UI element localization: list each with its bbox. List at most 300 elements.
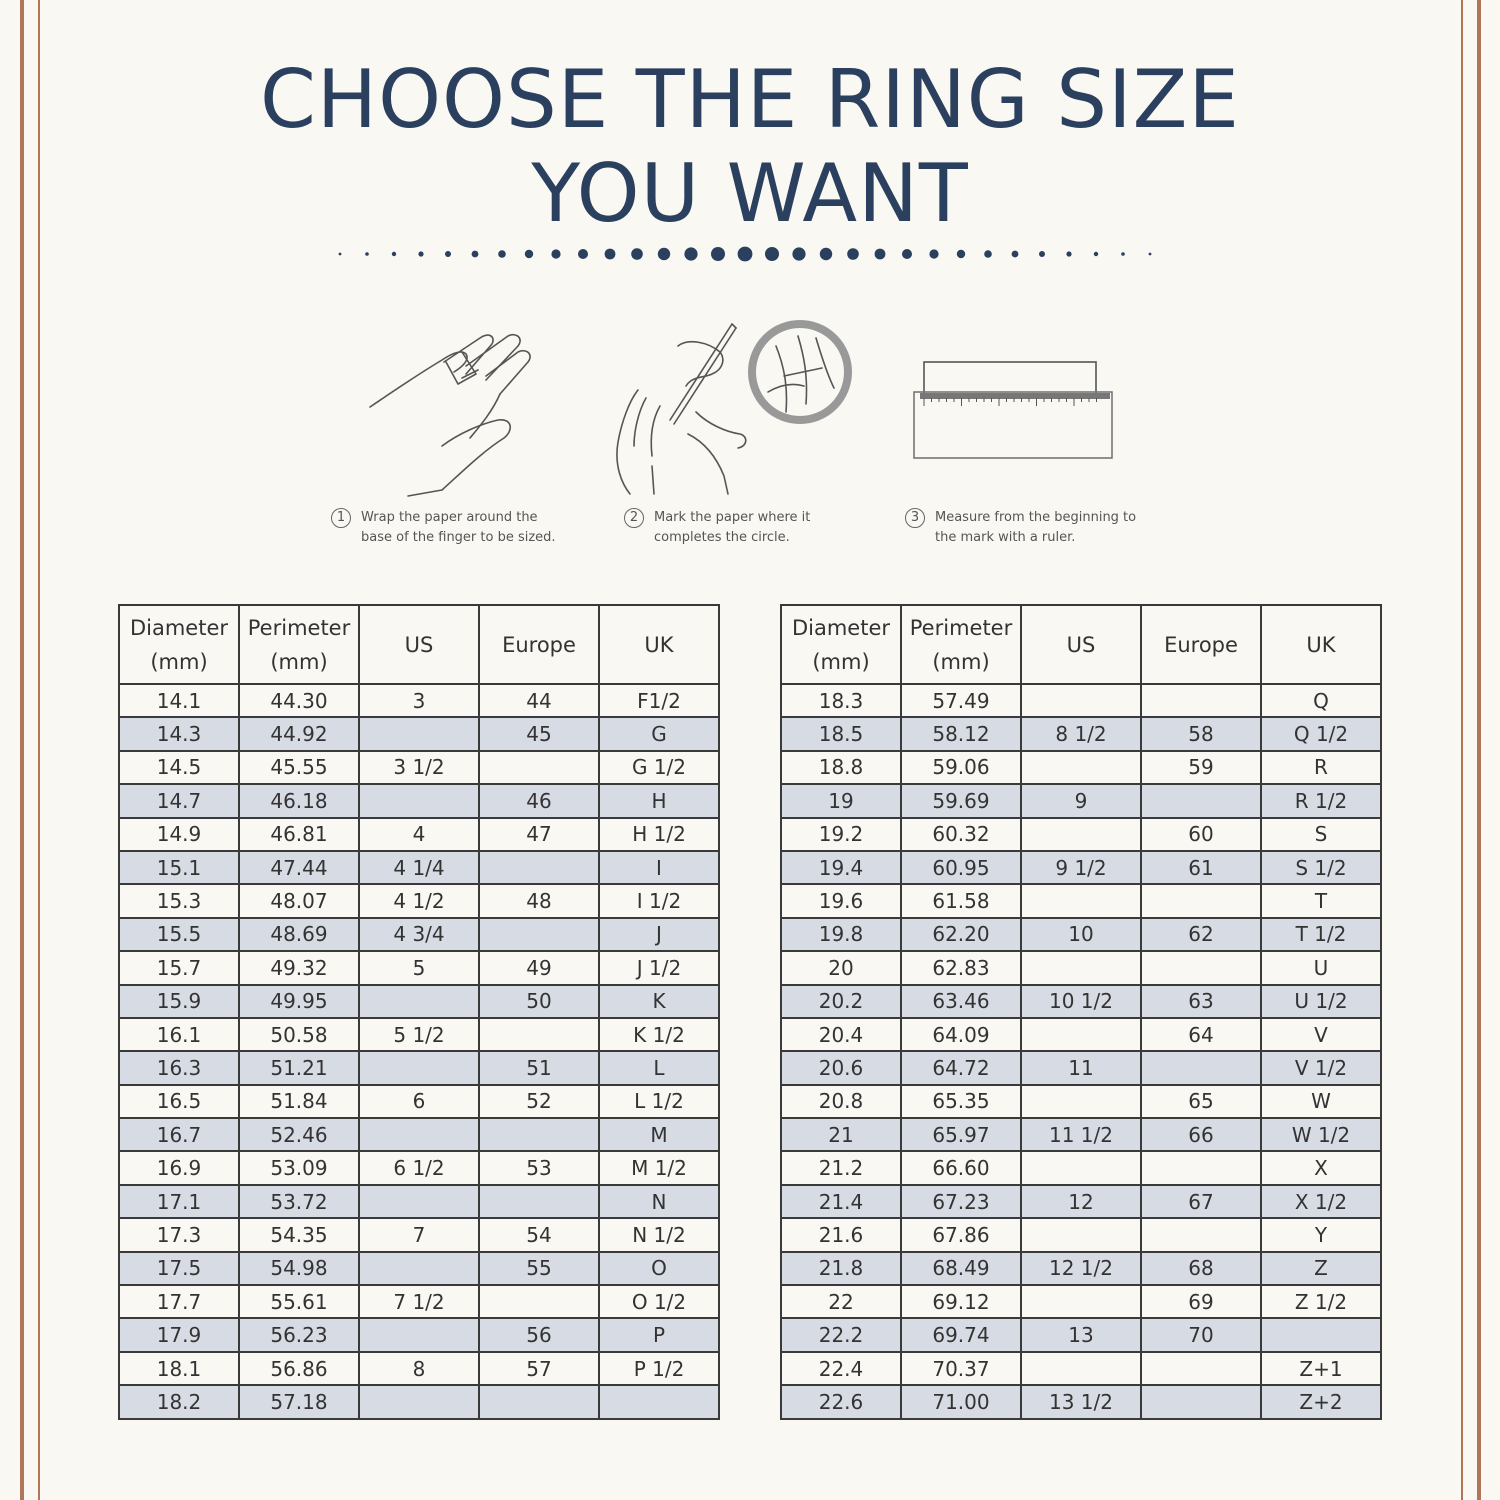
table-cell: 69.12 (901, 1285, 1021, 1318)
table-cell: Z 1/2 (1261, 1285, 1381, 1318)
table-cell: 7 1/2 (359, 1285, 479, 1318)
table-cell: J (599, 918, 719, 951)
table-cell: 15.9 (119, 985, 239, 1018)
table-row (119, 985, 719, 1018)
table-cell: 4 1/4 (359, 851, 479, 884)
table-cell: 71.00 (901, 1385, 1021, 1418)
table-cell: 10 (1021, 918, 1141, 951)
table-cell: 67 (1141, 1185, 1261, 1218)
table-cell: 4 3/4 (359, 918, 479, 951)
table-cell: 18.5 (781, 717, 901, 750)
column-header (1021, 605, 1141, 684)
table-cell: T (1261, 884, 1381, 917)
table-cell: 50 (479, 985, 599, 1018)
table-cell (599, 1385, 719, 1418)
table-cell: 55 (479, 1252, 599, 1285)
table-cell: 16.9 (119, 1151, 239, 1184)
table-cell: 46.18 (239, 784, 359, 817)
divider-dot (525, 250, 533, 258)
table-cell (479, 1018, 599, 1051)
table-cell: 19.4 (781, 851, 901, 884)
table-cell: 14.5 (119, 751, 239, 784)
table-cell: Y (1261, 1218, 1381, 1251)
divider-dot (929, 249, 938, 258)
step-2-number: 2 (624, 508, 644, 528)
column-header (1141, 605, 1261, 684)
column-header-line-1: Perimeter (909, 615, 1013, 640)
step-1-number: 1 (331, 508, 351, 528)
table-cell (479, 918, 599, 951)
divider-dot (875, 249, 886, 260)
column-header-line-2: (mm) (932, 649, 990, 674)
table-row (119, 818, 719, 851)
table-cell: 57 (479, 1352, 599, 1385)
table-cell: 50.58 (239, 1018, 359, 1051)
table-cell: 60.95 (901, 851, 1021, 884)
table-cell: 20.6 (781, 1051, 901, 1084)
table-cell: 19.8 (781, 918, 901, 951)
table-cell: N 1/2 (599, 1218, 719, 1251)
table-cell (359, 717, 479, 750)
table-row (781, 1352, 1381, 1385)
column-header (1261, 605, 1381, 684)
column-header (239, 605, 359, 684)
column-header-line-1: UK (1306, 632, 1336, 657)
table-cell: 44 (479, 684, 599, 717)
table-cell: M 1/2 (599, 1151, 719, 1184)
table-cell: 66.60 (901, 1151, 1021, 1184)
divider-dot (711, 247, 725, 261)
table-cell: 21.2 (781, 1151, 901, 1184)
table-cell: 20 (781, 951, 901, 984)
table-cell: 20.4 (781, 1018, 901, 1051)
table-row (119, 684, 719, 717)
divider-dot (957, 250, 965, 258)
table-cell: 19.2 (781, 818, 901, 851)
table-cell: 17.9 (119, 1318, 239, 1351)
table-cell: 62 (1141, 918, 1261, 951)
table-cell: 17.5 (119, 1252, 239, 1285)
table-cell: 20.8 (781, 1085, 901, 1118)
step-2-caption (624, 508, 810, 548)
divider-dot (820, 248, 832, 260)
table-cell: 69 (1141, 1285, 1261, 1318)
table-cell: 64.09 (901, 1018, 1021, 1051)
page-title-line-1: CHOOSE THE RING SIZE (260, 53, 1240, 146)
table-cell: 58 (1141, 717, 1261, 750)
divider-dot (902, 249, 912, 259)
table-cell: 44.92 (239, 717, 359, 750)
table-row (781, 1151, 1381, 1184)
table-row (119, 951, 719, 984)
table-row (781, 1318, 1381, 1351)
table-cell: 66 (1141, 1118, 1261, 1151)
divider-dot (498, 250, 506, 258)
table-cell: 70.37 (901, 1352, 1021, 1385)
step-2-text-line-1: Mark the paper where it (654, 510, 811, 525)
table-cell: 19.6 (781, 884, 901, 917)
table-cell: 19 (781, 784, 901, 817)
table-cell: 60 (1141, 818, 1261, 851)
table-cell (1021, 1151, 1141, 1184)
column-header-line-1: Diameter (129, 615, 229, 640)
column-header (599, 605, 719, 684)
table-cell: R (1261, 751, 1381, 784)
table-cell: X 1/2 (1261, 1185, 1381, 1218)
table-cell: 16.3 (119, 1051, 239, 1084)
table-cell: 6 (359, 1085, 479, 1118)
table-cell: H (599, 784, 719, 817)
table-header-row (119, 605, 719, 684)
divider-dot (339, 253, 342, 256)
column-header-line-2: (mm) (270, 649, 328, 674)
table-cell: 62.83 (901, 951, 1021, 984)
table-cell: 14.3 (119, 717, 239, 750)
table-cell: 21.4 (781, 1185, 901, 1218)
table-cell: P (599, 1318, 719, 1351)
table-cell: 69.74 (901, 1318, 1021, 1351)
table-cell: 15.1 (119, 851, 239, 884)
table-cell: 21 (781, 1118, 901, 1151)
table-cell (359, 985, 479, 1018)
ruler-icon (908, 356, 1120, 466)
divider-dot (1094, 252, 1098, 256)
table-cell (359, 1252, 479, 1285)
divider-dot (1039, 251, 1045, 257)
step-3-caption (905, 508, 1136, 548)
table-cell (1141, 1385, 1261, 1418)
table-cell: 57.18 (239, 1385, 359, 1418)
ring-size-table-right (780, 604, 1382, 1420)
table-cell: 16.1 (119, 1018, 239, 1051)
table-cell: 56 (479, 1318, 599, 1351)
table-cell: 47 (479, 818, 599, 851)
table-cell: X (1261, 1151, 1381, 1184)
table-row (119, 1218, 719, 1251)
table-cell: T 1/2 (1261, 918, 1381, 951)
table-cell (1261, 1318, 1381, 1351)
divider-dot (578, 249, 588, 259)
table-cell: 65 (1141, 1085, 1261, 1118)
divider-dot (445, 251, 451, 257)
table-row (781, 951, 1381, 984)
table-cell: 57.49 (901, 684, 1021, 717)
table-cell: S (1261, 818, 1381, 851)
table-row (781, 1185, 1381, 1218)
table-cell: 51.84 (239, 1085, 359, 1118)
table-cell: 48.69 (239, 918, 359, 951)
table-cell (1141, 684, 1261, 717)
table-row (781, 751, 1381, 784)
table-cell: 20.2 (781, 985, 901, 1018)
table-header-row (781, 605, 1381, 684)
table-cell: O (599, 1252, 719, 1285)
table-cell (1141, 951, 1261, 984)
table-cell (1021, 1018, 1141, 1051)
table-cell: L 1/2 (599, 1085, 719, 1118)
divider-dot (551, 249, 560, 258)
table-cell: 62.20 (901, 918, 1021, 951)
table-row (119, 851, 719, 884)
step-2-text-line-2: completes the circle. (654, 530, 790, 545)
table-row (119, 784, 719, 817)
table-cell: V (1261, 1018, 1381, 1051)
table-cell: 4 (359, 818, 479, 851)
table-cell: 10 1/2 (1021, 985, 1141, 1018)
table-cell: 21.6 (781, 1218, 901, 1251)
table-cell (1021, 818, 1141, 851)
table-cell: I 1/2 (599, 884, 719, 917)
table-row (119, 717, 719, 750)
table-cell: 49 (479, 951, 599, 984)
column-header (479, 605, 599, 684)
table-row (119, 1318, 719, 1351)
column-header-line-2: (mm) (812, 649, 870, 674)
table-cell (359, 1185, 479, 1218)
table-cell (479, 1285, 599, 1318)
table-cell: 9 (1021, 784, 1141, 817)
column-header (359, 605, 479, 684)
step-1-text-line-1: Wrap the paper around the (361, 510, 538, 525)
table-cell: 70 (1141, 1318, 1261, 1351)
table-cell: 17.1 (119, 1185, 239, 1218)
divider-dot (1012, 251, 1019, 258)
table-cell: 48 (479, 884, 599, 917)
table-row (119, 918, 719, 951)
divider-dot (605, 249, 616, 260)
table-cell: 21.8 (781, 1252, 901, 1285)
step-2-text (654, 508, 810, 548)
page-title-line-2: YOU WANT (531, 147, 969, 240)
table-cell (1021, 684, 1141, 717)
table-cell (359, 1051, 479, 1084)
step-1-text (361, 508, 556, 548)
table-cell: 53.09 (239, 1151, 359, 1184)
table-cell: H 1/2 (599, 818, 719, 851)
table-cell: Q (1261, 684, 1381, 717)
table-cell: 67.86 (901, 1218, 1021, 1251)
table-cell: 56.23 (239, 1318, 359, 1351)
table-row (119, 1352, 719, 1385)
table-cell: 11 (1021, 1051, 1141, 1084)
table-cell: 54.35 (239, 1218, 359, 1251)
step-3-illustration (908, 356, 1120, 470)
table-cell: W 1/2 (1261, 1118, 1381, 1151)
table-cell: R 1/2 (1261, 784, 1381, 817)
table-cell (479, 1385, 599, 1418)
table-cell: 61.58 (901, 884, 1021, 917)
divider-dot (365, 252, 369, 256)
table-cell (1021, 1285, 1141, 1318)
table-cell (359, 1385, 479, 1418)
table-cell: 22 (781, 1285, 901, 1318)
table-row (119, 1151, 719, 1184)
table-row (781, 1051, 1381, 1084)
table-cell: 59.69 (901, 784, 1021, 817)
table-cell: 3 (359, 684, 479, 717)
table-cell: 45 (479, 717, 599, 750)
divider-dot (392, 252, 396, 256)
table-cell: 22.4 (781, 1352, 901, 1385)
column-header-line-1: US (1066, 632, 1096, 657)
column-header-line-1: Europe (1164, 632, 1238, 657)
step-3-text-line-1: Measure from the beginning to (935, 510, 1137, 525)
table-cell: 44.30 (239, 684, 359, 717)
table-cell: 54.98 (239, 1252, 359, 1285)
table-cell: 5 (359, 951, 479, 984)
table-cell: U 1/2 (1261, 985, 1381, 1018)
table-cell: Z+2 (1261, 1385, 1381, 1418)
divider-dot (847, 248, 859, 260)
column-header-line-1: UK (644, 632, 674, 657)
table-cell: 18.1 (119, 1352, 239, 1385)
table-row (119, 1085, 719, 1118)
table-cell: 67.23 (901, 1185, 1021, 1218)
divider-dot (738, 247, 753, 262)
table-cell: 5 1/2 (359, 1018, 479, 1051)
table-cell: 53 (479, 1151, 599, 1184)
table-cell: 61 (1141, 851, 1261, 884)
table-cell: 18.3 (781, 684, 901, 717)
table-cell: 16.7 (119, 1118, 239, 1151)
table-row (119, 1185, 719, 1218)
table-cell: 59.06 (901, 751, 1021, 784)
table-cell: 16.5 (119, 1085, 239, 1118)
table-cell (1021, 751, 1141, 784)
table-cell (1021, 1085, 1141, 1118)
table-row (119, 1385, 719, 1418)
table-cell: J 1/2 (599, 951, 719, 984)
table-cell (1141, 1051, 1261, 1084)
table-cell: 64 (1141, 1018, 1261, 1051)
table-cell: U (1261, 951, 1381, 984)
table-row (781, 985, 1381, 1018)
table-row (119, 884, 719, 917)
table-cell: 51 (479, 1051, 599, 1084)
table-row (781, 1385, 1381, 1418)
table-row (781, 1218, 1381, 1251)
table-row (119, 751, 719, 784)
table-cell: 55.61 (239, 1285, 359, 1318)
table-cell: 4 1/2 (359, 884, 479, 917)
table-cell: 59 (1141, 751, 1261, 784)
table-cell (479, 751, 599, 784)
table-cell: M (599, 1118, 719, 1151)
table-cell: 63.46 (901, 985, 1021, 1018)
table-cell: 45.55 (239, 751, 359, 784)
divider-dot (658, 248, 670, 260)
hand-wrap-icon (362, 322, 542, 502)
divider-dot (1066, 251, 1071, 256)
table-row (781, 818, 1381, 851)
table-cell: 13 1/2 (1021, 1385, 1141, 1418)
table-cell: K (599, 985, 719, 1018)
table-cell: 22.6 (781, 1385, 901, 1418)
column-header-line-1: Perimeter (247, 615, 351, 640)
table-cell: 52.46 (239, 1118, 359, 1151)
table-cell: L (599, 1051, 719, 1084)
column-header (901, 605, 1021, 684)
table-cell (479, 1185, 599, 1218)
pen-mark-icon (608, 316, 868, 496)
table-cell: S 1/2 (1261, 851, 1381, 884)
table-cell: 15.5 (119, 918, 239, 951)
step-3-text (935, 508, 1136, 548)
divider-dot (1121, 252, 1125, 256)
step-2-illustration (608, 316, 868, 500)
table-cell: 7 (359, 1218, 479, 1251)
table-cell: 3 1/2 (359, 751, 479, 784)
divider-dot (631, 248, 643, 260)
table-cell: V 1/2 (1261, 1051, 1381, 1084)
table-cell: 47.44 (239, 851, 359, 884)
table-row (781, 1118, 1381, 1151)
table-row (781, 1085, 1381, 1118)
table-row (119, 1252, 719, 1285)
table-row (781, 1285, 1381, 1318)
table-cell: Z+1 (1261, 1352, 1381, 1385)
table-row (781, 717, 1381, 750)
divider-dot (792, 247, 805, 260)
table-cell: 49.95 (239, 985, 359, 1018)
table-cell: 53.72 (239, 1185, 359, 1218)
table-cell: 63 (1141, 985, 1261, 1018)
table-cell: 18.8 (781, 751, 901, 784)
table-cell: 65.35 (901, 1085, 1021, 1118)
column-header-line-1: Europe (502, 632, 576, 657)
table-cell: I (599, 851, 719, 884)
step-3-text-line-2: the mark with a ruler. (935, 530, 1076, 545)
table-cell (1141, 884, 1261, 917)
divider-dot (765, 247, 779, 261)
table-cell: 8 1/2 (1021, 717, 1141, 750)
step-1-text-line-2: base of the finger to be sized. (361, 530, 556, 545)
table-cell: 49.32 (239, 951, 359, 984)
divider-dot (684, 247, 697, 260)
table-row (119, 1018, 719, 1051)
column-header-line-1: US (404, 632, 434, 657)
table-cell: 15.7 (119, 951, 239, 984)
column-header (781, 605, 901, 684)
table-cell (479, 1118, 599, 1151)
column-header-line-1: Diameter (791, 615, 891, 640)
table-cell: P 1/2 (599, 1352, 719, 1385)
table-cell: 46 (479, 784, 599, 817)
table-cell: 17.3 (119, 1218, 239, 1251)
table-cell (1141, 1352, 1261, 1385)
table-cell (359, 1118, 479, 1151)
table-row (781, 1018, 1381, 1051)
table-cell: 60.32 (901, 818, 1021, 851)
table-cell: 51.21 (239, 1051, 359, 1084)
table-cell: 52 (479, 1085, 599, 1118)
table-cell: 54 (479, 1218, 599, 1251)
table-cell: Z (1261, 1252, 1381, 1285)
table-cell: 64.72 (901, 1051, 1021, 1084)
column-header-line-2: (mm) (150, 649, 208, 674)
table-cell (479, 851, 599, 884)
table-row (781, 918, 1381, 951)
table-row (781, 851, 1381, 884)
table-cell: 9 1/2 (1021, 851, 1141, 884)
table-cell: O 1/2 (599, 1285, 719, 1318)
table-cell (1021, 1218, 1141, 1251)
table-cell: 12 1/2 (1021, 1252, 1141, 1285)
table-cell (1141, 784, 1261, 817)
table-cell: 17.7 (119, 1285, 239, 1318)
table-cell: G 1/2 (599, 751, 719, 784)
divider-dot (472, 251, 479, 258)
